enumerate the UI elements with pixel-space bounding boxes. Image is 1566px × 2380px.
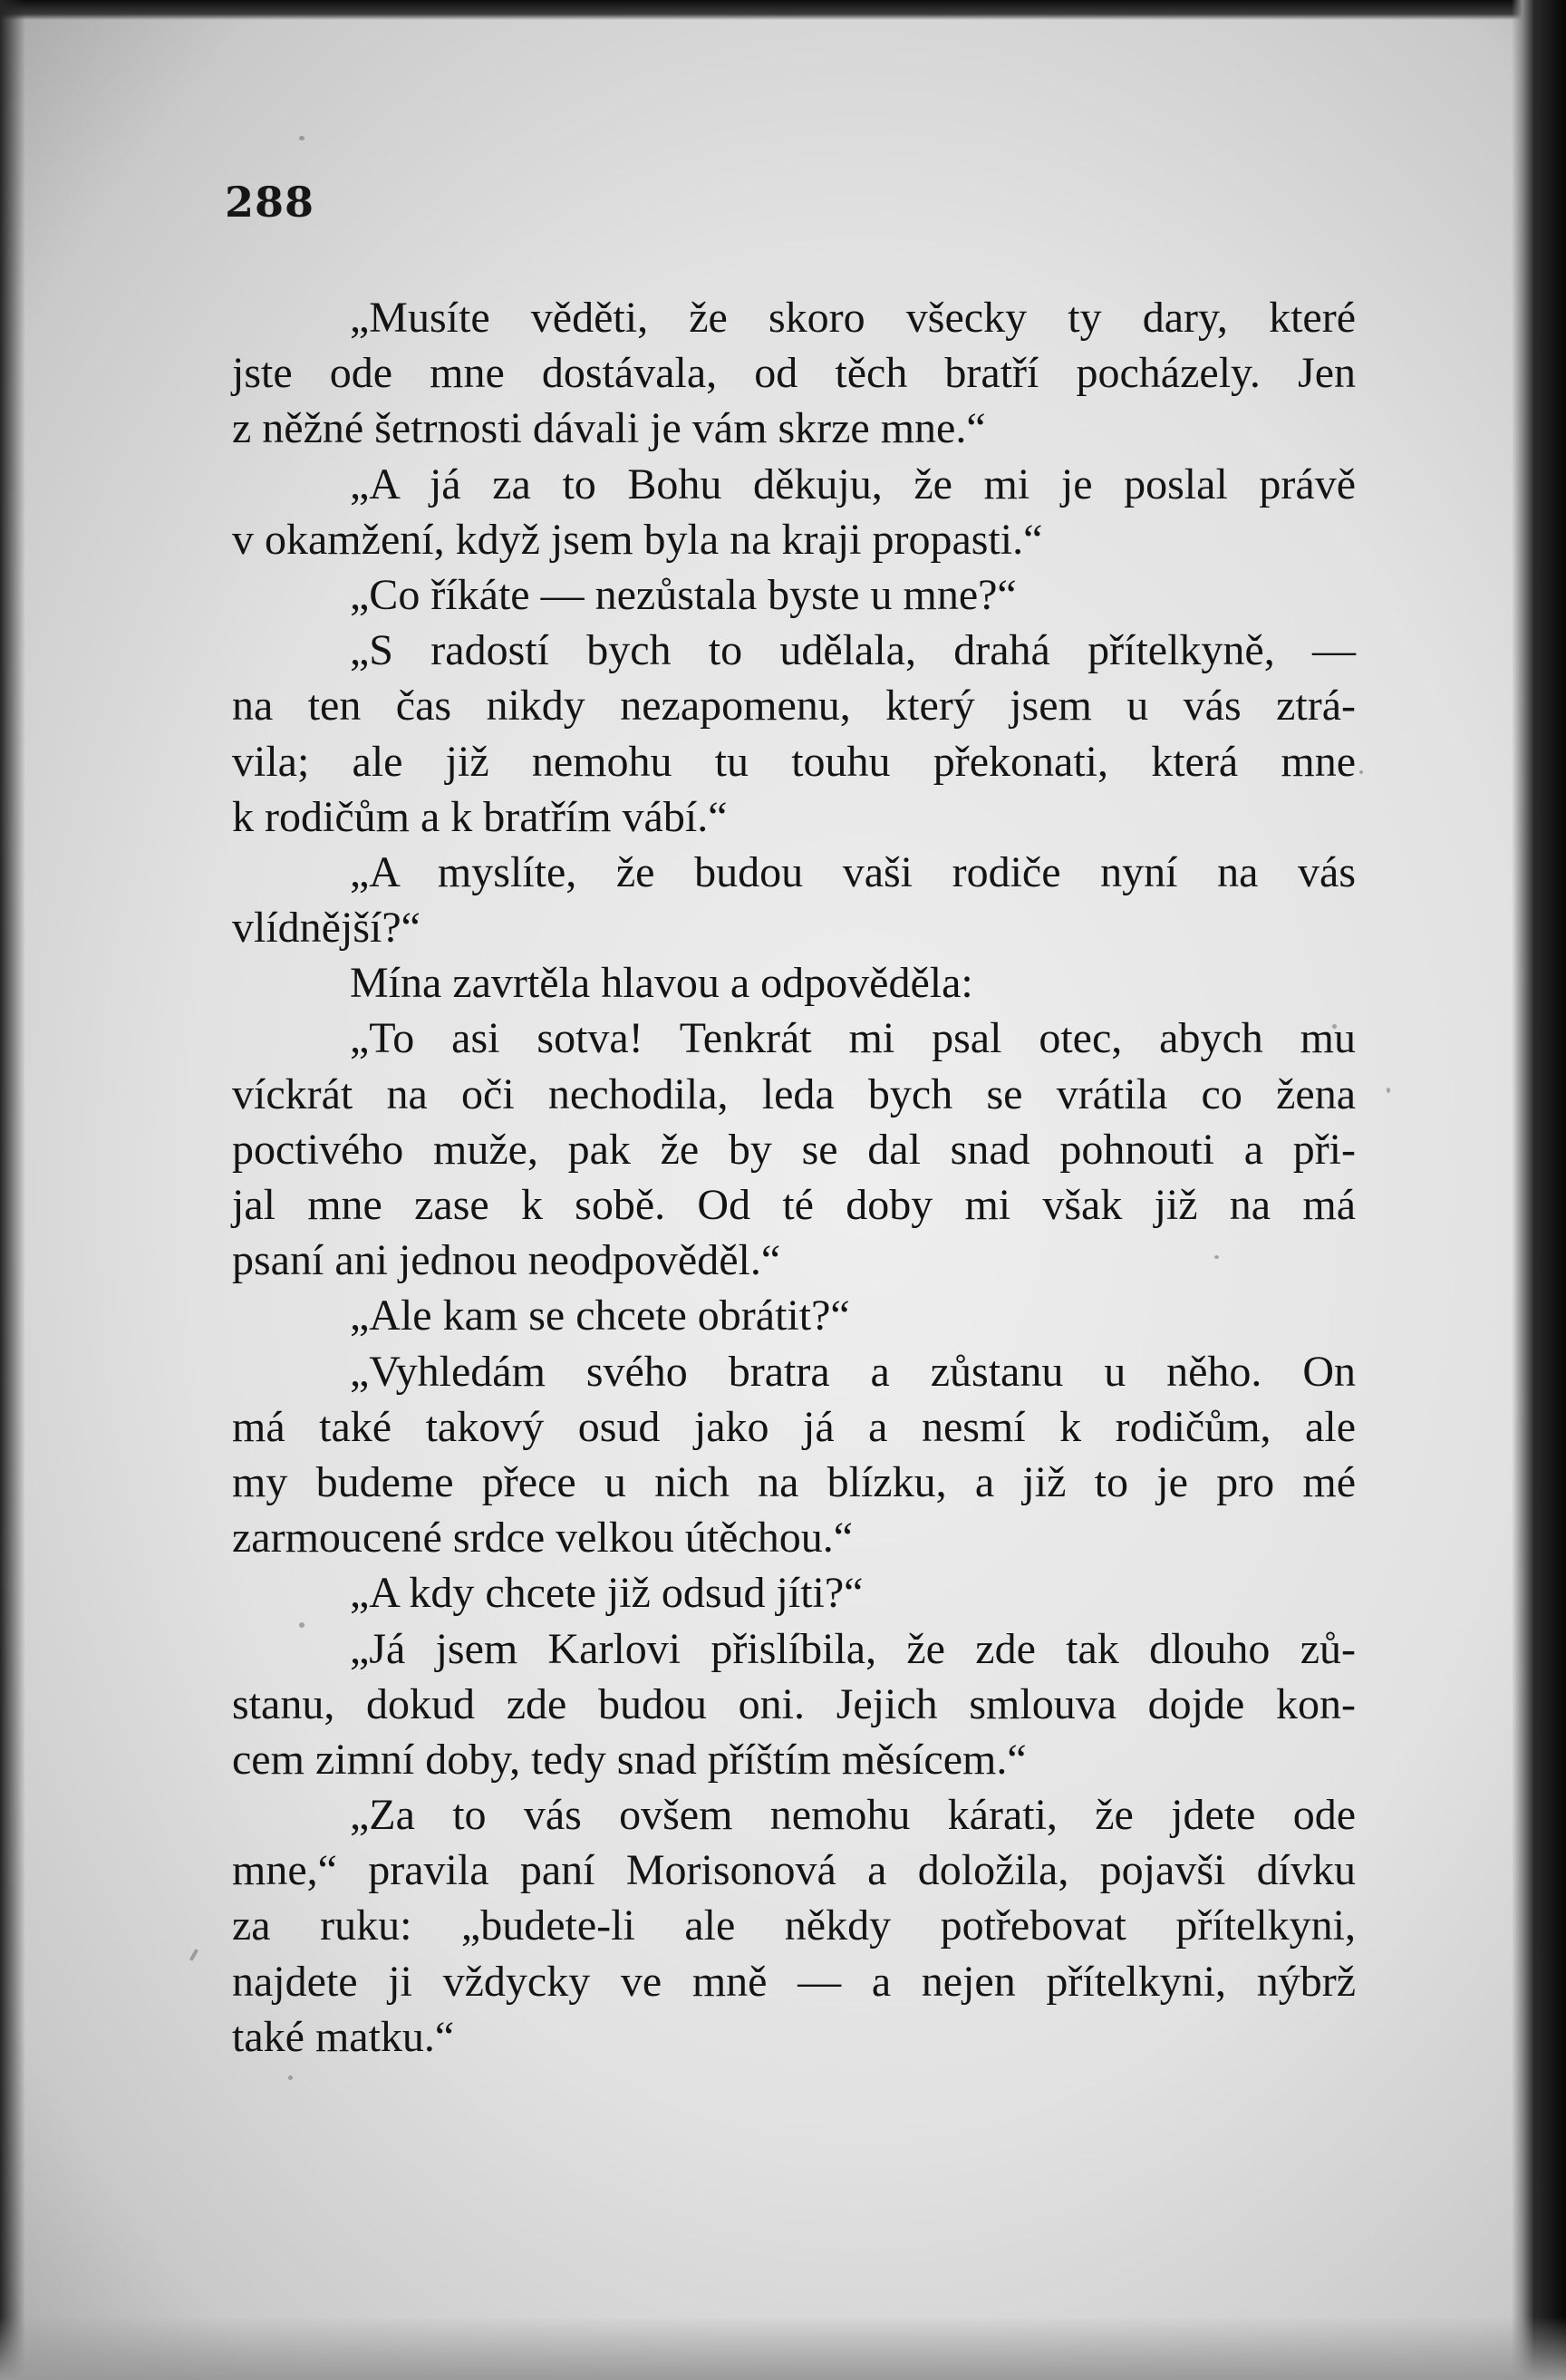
text-line: poctivého muže, pak že by se dal snad pohnouti a při- bbox=[232, 1125, 1356, 1174]
paper-speck bbox=[288, 2075, 293, 2080]
scan-border-bottom bbox=[0, 2317, 1566, 2380]
text-line: „Co říkáte — nezůstala byste u mne?“ bbox=[350, 570, 1017, 619]
text-line: vila; ale již nemohu tu touhu překonati, která mne bbox=[232, 737, 1356, 786]
text-line: k rodičům a k bratřím vábí.“ bbox=[232, 792, 728, 841]
text-line: jste ode mne dostávala, od těch bratří pocházely. Jen bbox=[232, 349, 1356, 398]
text-line: mne,“ pravila paní Morisonová a doložila, pojavši dívku bbox=[232, 1846, 1356, 1895]
text-line: v okamžení, když jsem byla na kraji propasti.“ bbox=[232, 515, 1043, 564]
text-line: „A myslíte, že budou vaši rodiče nyní na vás bbox=[350, 847, 1356, 896]
text-line: „A kdy chcete již odsud jíti?“ bbox=[350, 1569, 864, 1618]
text-line: „Musíte věděti, že skoro všecky ty dary, které bbox=[350, 294, 1356, 342]
text-line: cem zimní doby, tedy snad příštím měsícem.“ bbox=[232, 1735, 1027, 1784]
text-line: „A já za to Bohu děkuju, že mi je poslal právě bbox=[350, 460, 1356, 508]
text-line: najdete ji vždycky ve mně — a nejen přítelkyni, nýbrž bbox=[232, 1957, 1356, 2006]
text-line: „S radostí bych to udělala, drahá přítelkyně, — bbox=[350, 626, 1356, 675]
paper-speck bbox=[1387, 1088, 1390, 1093]
text-line: má také takový osud jako já a nesmí k rodičům, ale bbox=[232, 1402, 1356, 1451]
text-line: „To asi sotva! Tenkrát mi psal otec, abych mu bbox=[350, 1014, 1356, 1063]
text-line: na ten čas nikdy nezapomenu, který jsem u vás ztrá- bbox=[232, 682, 1356, 730]
text-line: vlídnější?“ bbox=[232, 904, 420, 953]
text-line: víckrát na oči nechodila, leda bych se vrátila co žena bbox=[232, 1069, 1356, 1118]
text-line: jal mne zase k sobě. Od té doby mi však již na má bbox=[232, 1181, 1356, 1229]
text-line: z něžné šetrnosti dávali je vám skrze mne.“ bbox=[232, 404, 986, 453]
scan-border-right bbox=[1535, 0, 1566, 2380]
text-line: stanu, dokud zde budou oni. Jejich smlouva dojde kon- bbox=[232, 1679, 1356, 1728]
text-line: také matku.“ bbox=[232, 2012, 455, 2061]
scan-border-top bbox=[0, 0, 1566, 20]
body-text bbox=[232, 290, 1356, 2065]
text-line: Mína zavrtěla hlavou a odpověděla: bbox=[350, 959, 973, 1008]
text-line: psaní ani jednou neodpověděl.“ bbox=[232, 1236, 781, 1285]
page-number: 288 bbox=[225, 178, 315, 227]
text-line: „Já jsem Karlovi přislíbila, že zde tak dlouho zů- bbox=[350, 1624, 1356, 1673]
text-line: zarmoucené srdce velkou útěchou.“ bbox=[232, 1514, 854, 1562]
paper-speck bbox=[189, 1949, 198, 1961]
scan-border-left bbox=[0, 0, 25, 2380]
paper-speck bbox=[1359, 770, 1363, 774]
paper-speck bbox=[299, 136, 304, 140]
text-line: „Za to vás ovšem nemohu kárati, že jdete ode bbox=[350, 1791, 1356, 1840]
text-line: „Vyhledám svého bratra a zůstanu u něho. On bbox=[350, 1347, 1356, 1396]
text-line: „Ale kam se chcete obrátit?“ bbox=[350, 1292, 850, 1340]
page-gutter-shadow bbox=[1512, 0, 1535, 2380]
text-line: za ruku: „budete-li ale někdy potřebovat přítelkyni, bbox=[232, 1901, 1356, 1950]
text-line: my budeme přece u nich na blízku, a již to je pro mé bbox=[232, 1457, 1356, 1506]
